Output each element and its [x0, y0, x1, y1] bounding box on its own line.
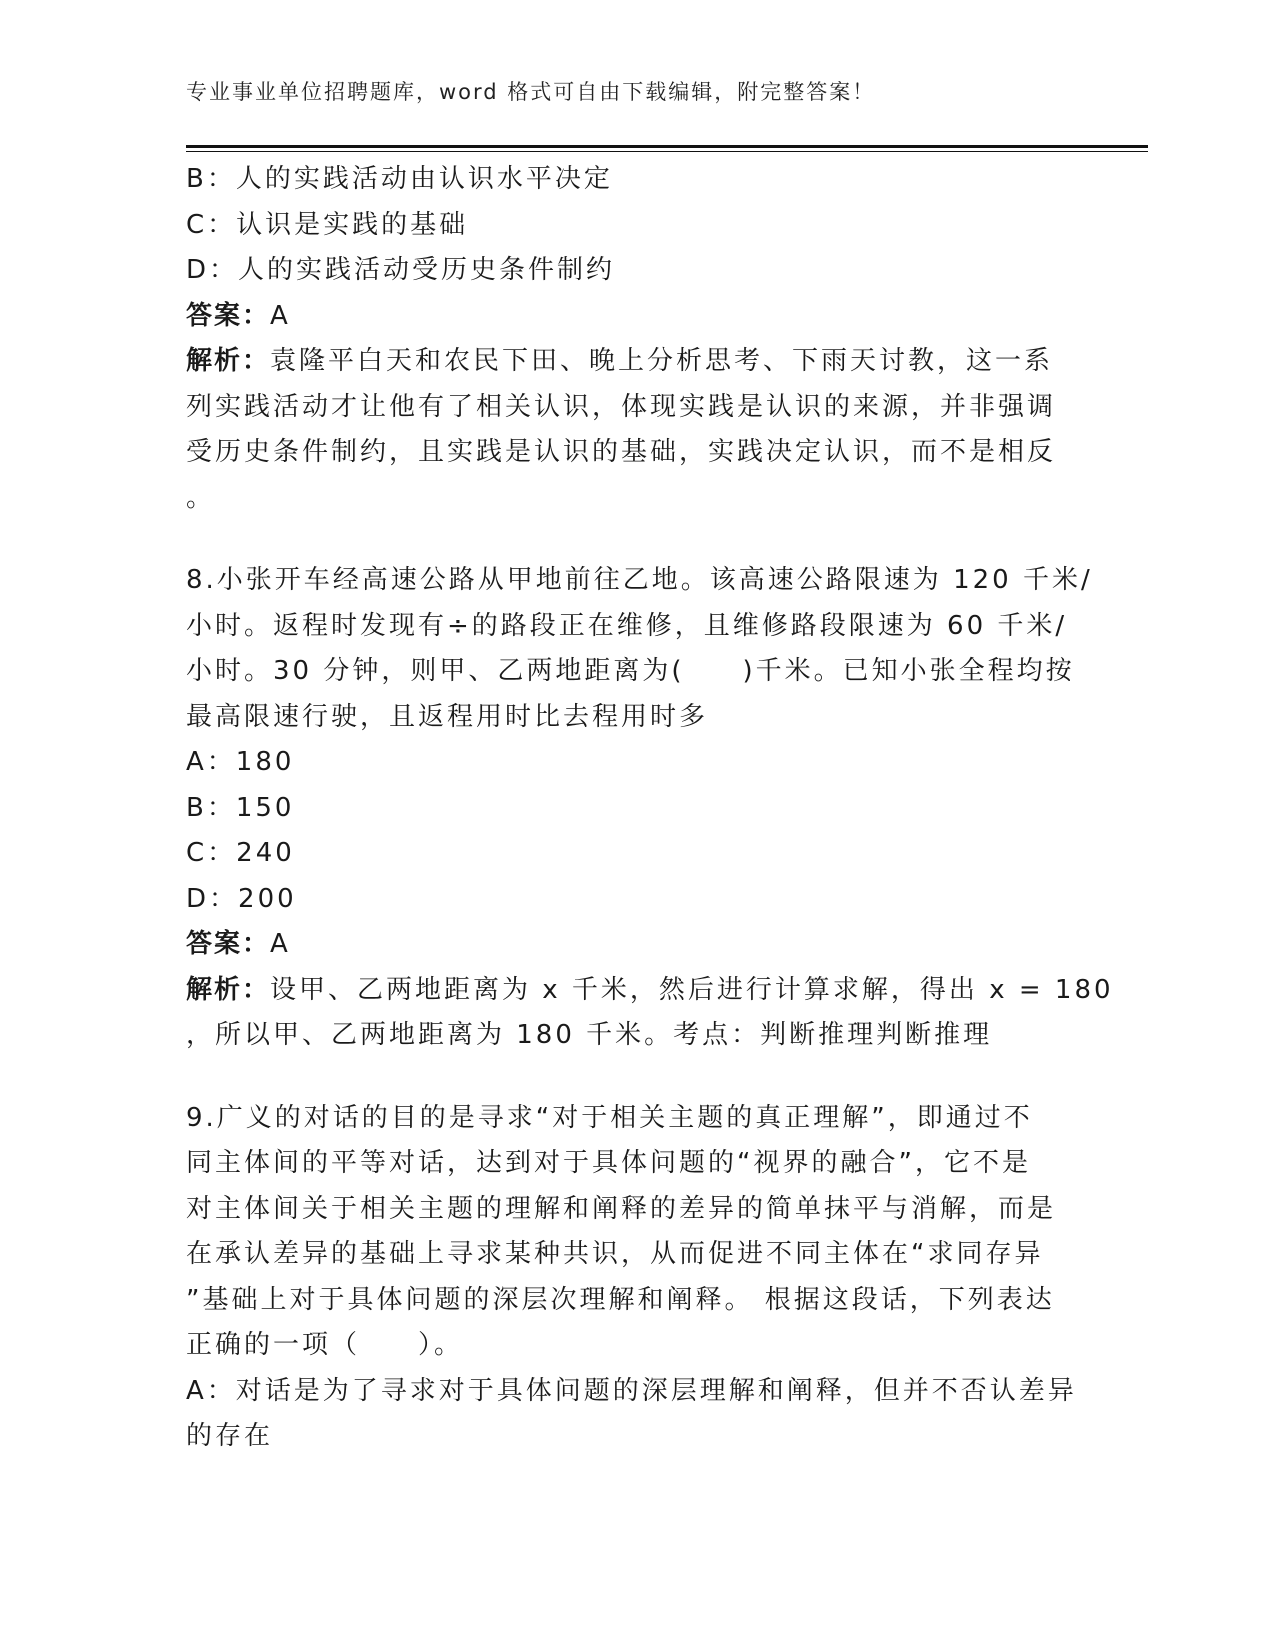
- q7-analysis-line-4: 。: [186, 482, 216, 513]
- q9-stem-line-2: 同主体间的平等对话，达到对于具体问题的“视界的融合”，它不是: [186, 1148, 1031, 1178]
- q7-answer-value: A: [270, 300, 291, 331]
- q7-option-b: B：人的实践活动由认识水平决定: [186, 164, 613, 194]
- q8-answer-label: 答案：: [186, 929, 271, 959]
- q7-option-d: D：人的实践活动受历史条件制约: [186, 255, 616, 285]
- q8-option-d: D：200: [186, 883, 297, 914]
- q8-option-b: B：150: [186, 792, 295, 823]
- q7-analysis-text-1: 袁隆平白天和农民下田、晚上分析思考、下雨天讨教，这一系: [270, 346, 1054, 376]
- q8-analysis-line-2: ，所以甲、乙两地距离为 180 千米。考点：判断推理判断推理: [186, 1020, 993, 1050]
- q7-answer: [186, 294, 1086, 340]
- q8-stem-line-3: 小时。30 分钟，则甲、乙两地距离为( )千米。已知小张全程均按: [186, 656, 1075, 686]
- q7-analysis-line-2: 列实践活动才让他有了相关认识，体现实践是认识的来源，并非强调: [186, 391, 1057, 422]
- q8-answer-value: A: [270, 929, 291, 959]
- q8-option-c: C：240: [186, 838, 295, 868]
- q9-stem-line-4: 在承认差异的基础上寻求某种共识，从而促进不同主体在“求同存异: [186, 1239, 1044, 1269]
- q8-answer: [186, 922, 1086, 968]
- header-divider-thick: [186, 145, 1148, 148]
- q8-stem-line-2: 小时。返程时发现有÷的路段正在维修，且维修路段限速为 60 千米/: [186, 610, 1068, 641]
- q7-option-c: C：认识是实践的基础: [186, 209, 469, 240]
- q7-analysis-line-1: [186, 339, 1086, 385]
- question-spacer: [186, 1059, 1086, 1096]
- q8-option-a: A：180: [186, 747, 295, 777]
- q9-stem-line-6: 正确的一项（ ）。: [186, 1330, 464, 1360]
- q7-answer-label: 答案：: [186, 300, 271, 331]
- header-divider-thin: [186, 151, 1148, 152]
- q8-analysis-text-1: 设甲、乙两地距离为 x 千米，然后进行计算求解，得出 x = 180: [270, 974, 1114, 1005]
- q7-analysis-line-3: 受历史条件制约，且实践是认识的基础，实践决定认识，而不是相反: [186, 437, 1057, 467]
- q8-analysis-line-1: [186, 968, 1114, 1014]
- q9-stem-line-3: 对主体间关于相关主题的理解和阐释的差异的简单抹平与消解，而是: [186, 1193, 1057, 1224]
- document-body: [186, 157, 1114, 1460]
- q8-analysis-label: 解析：: [186, 974, 271, 1005]
- page-header: 专业事业单位招聘题库，word 格式可自由下载编辑，附完整答案！: [186, 80, 876, 104]
- q8-stem-line-1: 8.小张开车经高速公路从甲地前往乙地。该高速公路限速为 120 千米/: [186, 565, 1093, 595]
- q9-stem-line-5: ”基础上对于具体问题的深层次理解和阐释。 根据这段话，下列表达: [186, 1284, 1055, 1315]
- q9-stem-line-1: 9.广义的对话的目的是寻求“对于相关主题的真正理解”，即通过不: [186, 1102, 1033, 1133]
- q8-stem-line-4: 最高限速行驶，且返程用时比去程用时多: [186, 701, 709, 732]
- q7-analysis-label: 解析：: [186, 346, 271, 376]
- q9-option-a-line-1: A：对话是为了寻求对于具体问题的深层理解和阐释，但并不否认差异: [186, 1375, 1077, 1406]
- question-spacer: [186, 521, 1086, 558]
- q9-option-a-line-2: 的存在: [186, 1421, 274, 1451]
